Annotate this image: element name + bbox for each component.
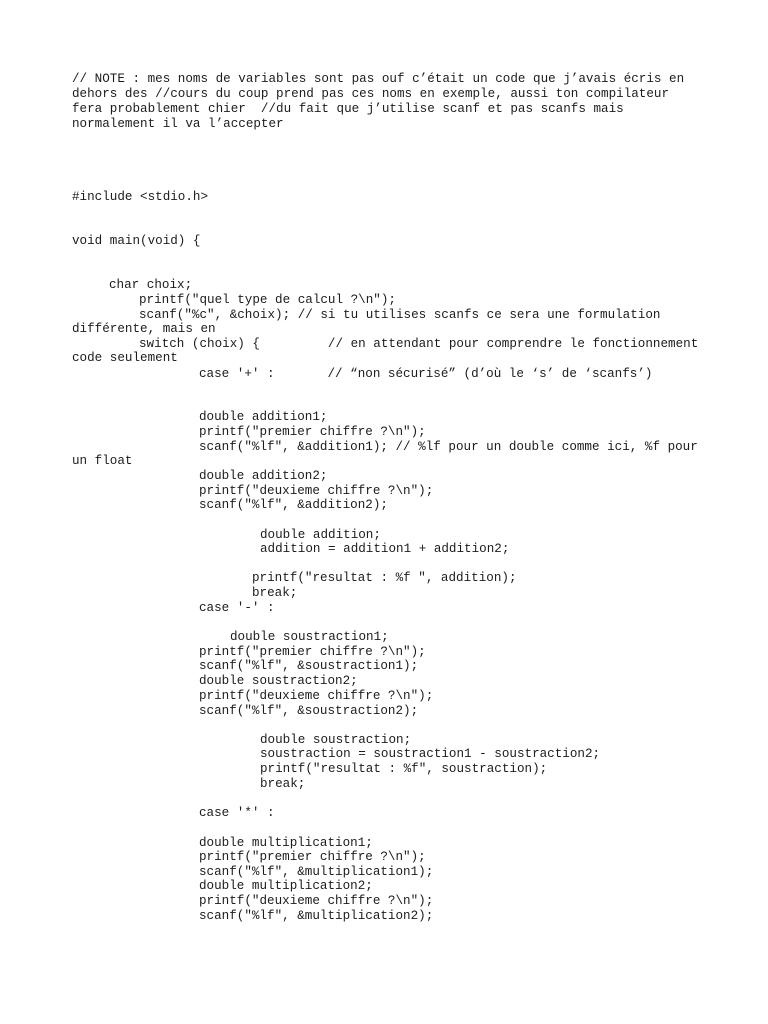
code-line: double soustraction2; xyxy=(199,674,358,688)
code-line: break; xyxy=(252,586,298,600)
code-line: addition = addition1 + addition2; xyxy=(260,542,510,556)
code-line: double soustraction; xyxy=(260,733,412,747)
code-line: printf("quel type de calcul ?\n"); xyxy=(139,293,396,307)
code-line: printf("premier chiffre ?\n"); xyxy=(199,850,426,864)
code-line: printf("deuxieme chiffre ?\n"); xyxy=(199,894,434,908)
code-line: scanf("%lf", &addition2); xyxy=(199,498,388,512)
code-line: switch (choix) { // en attendant pour comprendre le fonctionnement xyxy=(139,337,699,351)
code-line: printf("resultat : %f ", addition); xyxy=(252,571,517,585)
code-line: scanf("%lf", &soustraction2); xyxy=(199,704,419,718)
code-line: break; xyxy=(260,777,306,791)
code-line: double addition1; xyxy=(199,410,328,424)
note-line-3: fera probablement chier //du fait que j’utilise scanf et pas scanfs mais xyxy=(72,102,624,116)
code-line: case '*' : xyxy=(199,806,275,820)
main-signature-line: void main(void) { xyxy=(72,234,201,248)
code-line: soustraction = soustraction1 - soustraction2; xyxy=(260,747,601,761)
code-line: printf("deuxieme chiffre ?\n"); xyxy=(199,689,434,703)
code-line: différente, mais en xyxy=(72,322,216,336)
code-line: scanf("%c", &choix); // si tu utilises scanfs ce sera une formulation xyxy=(139,308,661,322)
code-line: double addition; xyxy=(260,528,381,542)
note-line-1: // NOTE : mes noms de variables sont pas ouf c’était un code que j’avais écris en xyxy=(72,72,685,86)
include-line: #include <stdio.h> xyxy=(72,190,209,204)
code-line: printf("resultat : %f", soustraction); xyxy=(260,762,548,776)
code-line: double multiplication1; xyxy=(199,836,373,850)
note-line-2: dehors des //cours du coup prend pas ces noms en exemple, aussi ton compilateur xyxy=(72,87,670,101)
code-line: un float xyxy=(72,454,133,468)
code-line: double multiplication2; xyxy=(199,879,373,893)
code-line: scanf("%lf", &multiplication2); xyxy=(199,909,434,923)
code-line: printf("premier chiffre ?\n"); xyxy=(199,645,426,659)
code-line: printf("premier chiffre ?\n"); xyxy=(199,425,426,439)
note-line-4: normalement il va l’accepter xyxy=(72,117,284,131)
code-line: code seulement xyxy=(72,351,178,365)
code-line: scanf("%lf", &soustraction1); xyxy=(199,659,419,673)
code-line: double addition2; xyxy=(199,469,328,483)
code-line: case '-' : xyxy=(199,601,275,615)
code-line: scanf("%lf", &multiplication1); xyxy=(199,865,434,879)
code-line: printf("deuxieme chiffre ?\n"); xyxy=(199,484,434,498)
code-line: char choix; xyxy=(109,278,193,292)
code-line: double soustraction1; xyxy=(230,630,389,644)
code-line: scanf("%lf", &addition1); // %lf pour un double comme ici, %f pour xyxy=(199,440,698,454)
code-line: case '+' : // “non sécurisé” (d’où le ‘s’ de ‘scanfs’) xyxy=(199,367,653,381)
